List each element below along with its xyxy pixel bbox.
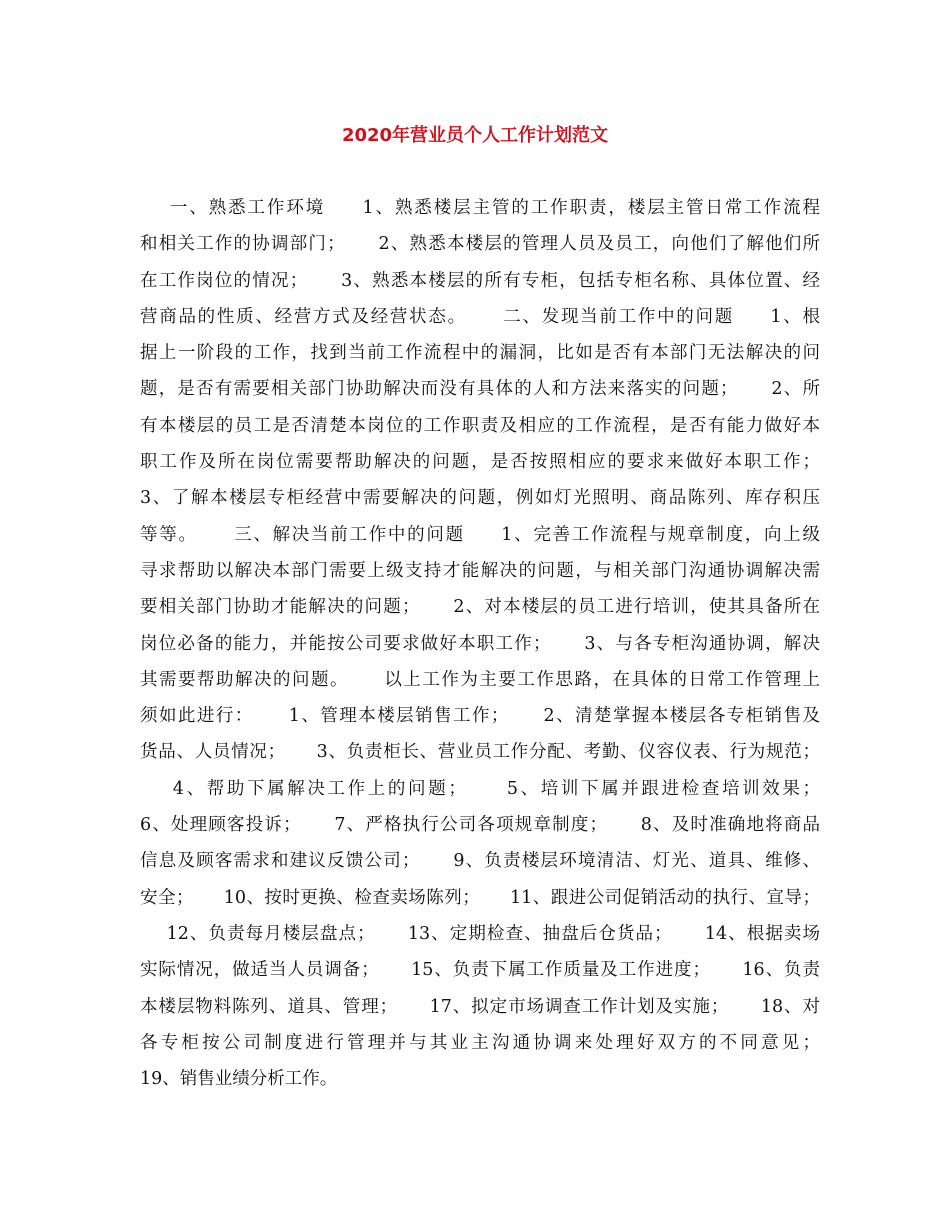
- body-line: 货品、人员情况； 3、负责柜长、营业员工作分配、考勤、仪容仪表、行为规范；: [140, 742, 820, 763]
- body-line: 安全； 10、按时更换、检查卖场陈列； 11、跟进公司促销活动的执行、宣导；: [140, 887, 820, 908]
- body-line: 在工作岗位的情况； 3、熟悉本楼层的所有专柜，包括专柜名称、具体位置、经: [140, 270, 820, 291]
- body-line: 寻求帮助以解决本部门需要上级支持才能解决的问题，与相关部门沟通协调解决需: [140, 560, 820, 581]
- body-line: 据上一阶段的工作，找到当前工作流程中的漏洞，比如是否有本部门无法解决的问: [140, 343, 820, 364]
- body-line: 须如此进行： 1、管理本楼层销售工作； 2、清楚掌握本楼层各专柜销售及: [140, 706, 820, 727]
- body-line: 等等。 三、解决当前工作中的问题 1、完善工作流程与规章制度，向上级: [140, 524, 820, 545]
- body-line: 本楼层物料陈列、道具、管理； 17、拟定市场调查工作计划及实施； 18、对: [140, 996, 820, 1017]
- body-line: 有本楼层的员工是否清楚本岗位的工作职责及相应的工作流程，是否有能力做好本: [140, 415, 820, 436]
- body-line: 3、了解本楼层专柜经营中需要解决的问题，例如灯光照明、商品陈列、库存积压: [140, 488, 820, 509]
- body-line: 19、销售业绩分析工作。: [140, 1069, 338, 1090]
- body-line: 12、负责每月楼层盘点； 13、定期检查、抽盘后仓货品； 14、根据卖场: [140, 923, 820, 944]
- body-line: 实际情况，做适当人员调备； 15、负责下属工作质量及工作进度； 16、负责: [140, 960, 820, 981]
- body-line: 营商品的性质、经营方式及经营状态。 二、发现当前工作中的问题 1、根: [140, 306, 820, 327]
- body-line: 和相关工作的协调部门； 2、熟悉本楼层的管理人员及员工，向他们了解他们所: [140, 234, 820, 255]
- body-line: 要相关部门协助才能解决的问题； 2、对本楼层的员工进行培训，使其具备所在: [140, 597, 820, 618]
- body-line: 一、熟悉工作环境 1、熟悉楼层主管的工作职责，楼层主管日常工作流程: [140, 198, 820, 218]
- document-title: 2020年营业员个人工作计划范文: [341, 125, 609, 146]
- body-line: 4、帮助下属解决工作上的问题； 5、培训下属并跟进检查培训效果；: [140, 778, 820, 799]
- body-line: 其需要帮助解决的问题。 以上工作为主要工作思路，在具体的日常工作管理上: [140, 669, 820, 690]
- body-line: 信息及顾客需求和建议反馈公司； 9、负责楼层环境清洁、灯光、道具、维修、: [140, 851, 820, 872]
- body-line: 职工作及所在岗位需要帮助解决的问题，是否按照相应的要求来做好本职工作；: [140, 452, 820, 473]
- body-line: 岗位必备的能力，并能按公司要求做好本职工作； 3、与各专柜沟通协调，解决: [140, 633, 820, 654]
- body-line: 题，是否有需要相关部门协助解决而没有具体的人和方法来落实的问题； 2、所: [140, 379, 820, 400]
- body-line: 6、处理顾客投诉； 7、严格执行公司各项规章制度； 8、及时准确地将商品: [140, 815, 820, 836]
- body-line: 各专柜按公司制度进行管理并与其业主沟通协调来处理好双方的不同意见；: [140, 1032, 820, 1053]
- document-body: [140, 190, 820, 1097]
